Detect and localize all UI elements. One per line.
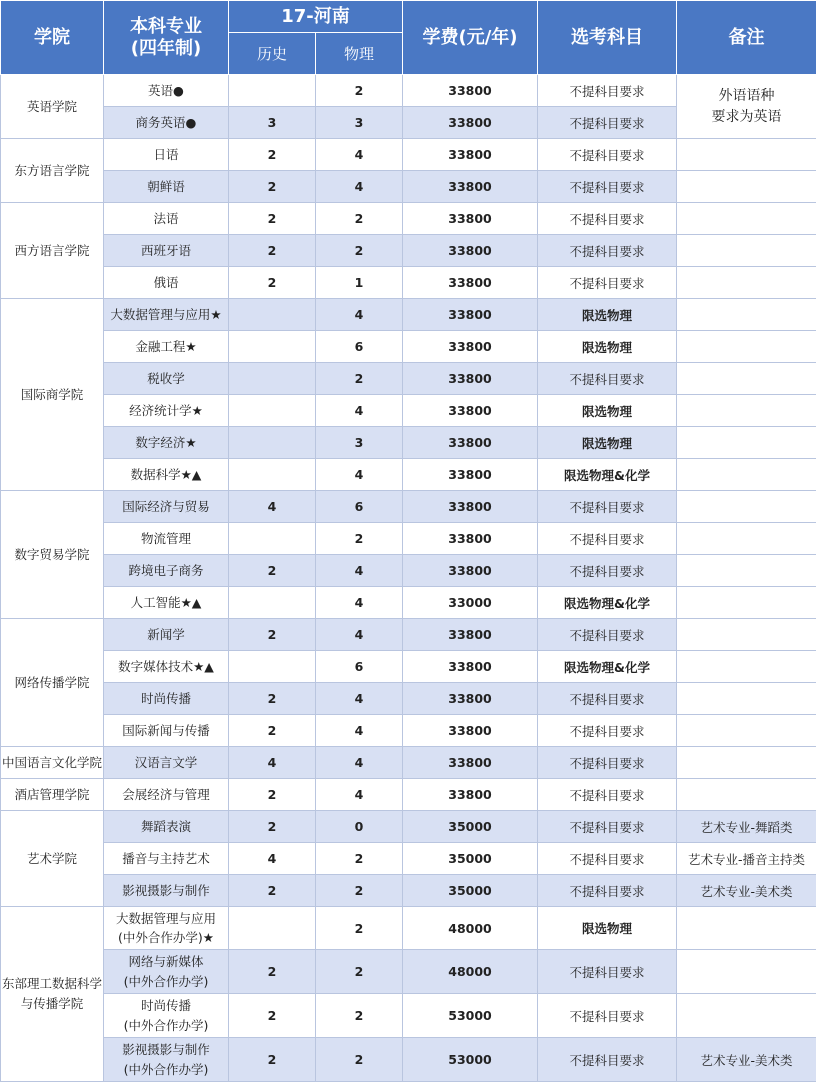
college-cell: 网络传播学院 xyxy=(1,619,104,747)
fee-cell: 33800 xyxy=(403,459,538,491)
major-cell: 数字媒体技术★▲ xyxy=(104,651,229,683)
physics-score-cell: 4 xyxy=(316,395,403,427)
table-row xyxy=(1,651,816,683)
subject-requirement-cell: 限选物理 xyxy=(538,331,677,363)
subject-requirement-cell: 限选物理&化学 xyxy=(538,459,677,491)
physics-score-cell: 2 xyxy=(316,907,403,950)
major-cell: 汉语言文学 xyxy=(104,747,229,779)
fee-cell: 33800 xyxy=(403,683,538,715)
history-score-cell xyxy=(229,523,316,555)
subject-requirement-cell: 限选物理&化学 xyxy=(538,587,677,619)
subject-requirement-cell: 不提科目要求 xyxy=(538,779,677,811)
history-score-cell: 4 xyxy=(229,747,316,779)
header-notes: 备注 xyxy=(677,1,816,75)
history-score-cell xyxy=(229,651,316,683)
physics-score-cell: 3 xyxy=(316,107,403,139)
history-score-cell: 3 xyxy=(229,107,316,139)
physics-score-cell: 4 xyxy=(316,779,403,811)
subject-requirement-cell: 不提科目要求 xyxy=(538,683,677,715)
fee-cell: 33800 xyxy=(403,75,538,107)
table-row xyxy=(1,331,816,363)
table-row xyxy=(1,907,816,950)
physics-score-cell: 4 xyxy=(316,619,403,651)
subject-requirement-cell: 不提科目要求 xyxy=(538,843,677,875)
major-cell: 时尚传播 (中外合作办学) xyxy=(104,994,229,1038)
history-score-cell xyxy=(229,75,316,107)
fee-cell: 33800 xyxy=(403,651,538,683)
college-cell: 英语学院 xyxy=(1,75,104,139)
note-cell xyxy=(677,491,816,523)
physics-score-cell: 2 xyxy=(316,75,403,107)
note-cell: 艺术专业-美术类 xyxy=(677,875,816,907)
subject-requirement-cell: 不提科目要求 xyxy=(538,235,677,267)
fee-cell: 53000 xyxy=(403,994,538,1038)
note-cell: 艺术专业-美术类 xyxy=(677,1038,816,1082)
subject-requirement-cell: 限选物理 xyxy=(538,299,677,331)
table-row xyxy=(1,171,816,203)
physics-score-cell: 4 xyxy=(316,459,403,491)
table-row xyxy=(1,811,816,843)
major-cell: 英语● xyxy=(104,75,229,107)
major-cell: 跨境电子商务 xyxy=(104,555,229,587)
history-score-cell xyxy=(229,587,316,619)
fee-cell: 33800 xyxy=(403,267,538,299)
history-score-cell xyxy=(229,907,316,950)
note-cell: 外语语种 要求为英语 xyxy=(677,75,816,139)
fee-cell: 35000 xyxy=(403,811,538,843)
physics-score-cell: 2 xyxy=(316,363,403,395)
note-cell xyxy=(677,715,816,747)
table-row xyxy=(1,587,816,619)
fee-cell: 35000 xyxy=(403,875,538,907)
physics-score-cell: 2 xyxy=(316,875,403,907)
college-cell: 西方语言学院 xyxy=(1,203,104,299)
subject-requirement-cell: 限选物理&化学 xyxy=(538,651,677,683)
subject-requirement-cell: 限选物理 xyxy=(538,427,677,459)
physics-score-cell: 4 xyxy=(316,139,403,171)
physics-score-cell: 0 xyxy=(316,811,403,843)
subject-requirement-cell: 不提科目要求 xyxy=(538,267,677,299)
header-history: 历史 xyxy=(229,33,316,75)
table-row xyxy=(1,950,816,994)
note-cell xyxy=(677,203,816,235)
note-cell xyxy=(677,587,816,619)
major-cell: 大数据管理与应用★ xyxy=(104,299,229,331)
note-cell xyxy=(677,395,816,427)
fee-cell: 33800 xyxy=(403,619,538,651)
major-cell: 经济统计学★ xyxy=(104,395,229,427)
major-cell: 国际新闻与传播 xyxy=(104,715,229,747)
fee-cell: 35000 xyxy=(403,843,538,875)
fee-cell: 33800 xyxy=(403,203,538,235)
college-cell: 东方语言学院 xyxy=(1,139,104,203)
college-cell: 酒店管理学院 xyxy=(1,779,104,811)
fee-cell: 33800 xyxy=(403,299,538,331)
header-fee: 学费(元/年) xyxy=(403,1,538,75)
history-score-cell: 4 xyxy=(229,491,316,523)
table-row xyxy=(1,395,816,427)
note-cell xyxy=(677,299,816,331)
history-score-cell: 2 xyxy=(229,683,316,715)
fee-cell: 33800 xyxy=(403,779,538,811)
major-cell: 数据科学★▲ xyxy=(104,459,229,491)
table-row xyxy=(1,1038,816,1082)
header-major-line2: (四年制) xyxy=(130,37,202,59)
history-score-cell: 2 xyxy=(229,171,316,203)
subject-requirement-cell: 不提科目要求 xyxy=(538,1038,677,1082)
table-header xyxy=(1,1,816,75)
history-score-cell xyxy=(229,459,316,491)
major-cell: 金融工程★ xyxy=(104,331,229,363)
fee-cell: 33800 xyxy=(403,491,538,523)
table-row xyxy=(1,491,816,523)
physics-score-cell: 4 xyxy=(316,747,403,779)
history-score-cell: 2 xyxy=(229,619,316,651)
major-cell: 日语 xyxy=(104,139,229,171)
header-region: 17-河南 xyxy=(229,1,403,33)
fee-cell: 33800 xyxy=(403,523,538,555)
table-row xyxy=(1,299,816,331)
note-cell xyxy=(677,139,816,171)
physics-score-cell: 4 xyxy=(316,299,403,331)
table-row xyxy=(1,203,816,235)
major-cell: 税收学 xyxy=(104,363,229,395)
physics-score-cell: 3 xyxy=(316,427,403,459)
physics-score-cell: 2 xyxy=(316,950,403,994)
subject-requirement-cell: 限选物理 xyxy=(538,907,677,950)
subject-requirement-cell: 不提科目要求 xyxy=(538,523,677,555)
college-cell: 艺术学院 xyxy=(1,811,104,907)
major-cell: 播音与主持艺术 xyxy=(104,843,229,875)
table-row xyxy=(1,715,816,747)
history-score-cell: 2 xyxy=(229,267,316,299)
subject-requirement-cell: 不提科目要求 xyxy=(538,555,677,587)
table-row xyxy=(1,619,816,651)
note-cell xyxy=(677,331,816,363)
table-row xyxy=(1,779,816,811)
table-row xyxy=(1,459,816,491)
note-cell xyxy=(677,555,816,587)
history-score-cell: 4 xyxy=(229,843,316,875)
note-cell xyxy=(677,950,816,994)
note-cell xyxy=(677,619,816,651)
major-cell: 法语 xyxy=(104,203,229,235)
major-cell: 朝鲜语 xyxy=(104,171,229,203)
physics-score-cell: 2 xyxy=(316,523,403,555)
history-score-cell xyxy=(229,331,316,363)
table-row xyxy=(1,75,816,107)
major-cell: 物流管理 xyxy=(104,523,229,555)
note-cell xyxy=(677,683,816,715)
note-cell: 艺术专业-播音主持类 xyxy=(677,843,816,875)
note-cell xyxy=(677,427,816,459)
subject-requirement-cell: 不提科目要求 xyxy=(538,75,677,107)
college-cell: 国际商学院 xyxy=(1,299,104,491)
table-row xyxy=(1,235,816,267)
history-score-cell: 2 xyxy=(229,235,316,267)
physics-score-cell: 6 xyxy=(316,651,403,683)
subject-requirement-cell: 不提科目要求 xyxy=(538,811,677,843)
fee-cell: 33800 xyxy=(403,395,538,427)
history-score-cell: 2 xyxy=(229,950,316,994)
major-cell: 舞蹈表演 xyxy=(104,811,229,843)
header-physics: 物理 xyxy=(316,33,403,75)
fee-cell: 33800 xyxy=(403,427,538,459)
note-cell xyxy=(677,779,816,811)
major-cell: 大数据管理与应用 (中外合作办学)★ xyxy=(104,907,229,950)
history-score-cell xyxy=(229,363,316,395)
table-row xyxy=(1,139,816,171)
fee-cell: 33800 xyxy=(403,331,538,363)
major-cell: 人工智能★▲ xyxy=(104,587,229,619)
physics-score-cell: 6 xyxy=(316,491,403,523)
subject-requirement-cell: 不提科目要求 xyxy=(538,619,677,651)
history-score-cell: 2 xyxy=(229,875,316,907)
physics-score-cell: 2 xyxy=(316,843,403,875)
history-score-cell xyxy=(229,299,316,331)
note-cell xyxy=(677,235,816,267)
college-cell: 中国语言文化学院 xyxy=(1,747,104,779)
physics-score-cell: 4 xyxy=(316,683,403,715)
subject-requirement-cell: 不提科目要求 xyxy=(538,171,677,203)
fee-cell: 33800 xyxy=(403,715,538,747)
fee-cell: 33800 xyxy=(403,747,538,779)
major-cell: 时尚传播 xyxy=(104,683,229,715)
table-row xyxy=(1,747,816,779)
history-score-cell xyxy=(229,427,316,459)
history-score-cell: 2 xyxy=(229,139,316,171)
physics-score-cell: 1 xyxy=(316,267,403,299)
history-score-cell: 2 xyxy=(229,203,316,235)
subject-requirement-cell: 不提科目要求 xyxy=(538,715,677,747)
fee-cell: 33800 xyxy=(403,363,538,395)
fee-cell: 33000 xyxy=(403,587,538,619)
fee-cell: 33800 xyxy=(403,235,538,267)
subject-requirement-cell: 不提科目要求 xyxy=(538,875,677,907)
table-row xyxy=(1,994,816,1038)
physics-score-cell: 4 xyxy=(316,555,403,587)
note-cell xyxy=(677,459,816,491)
fee-cell: 33800 xyxy=(403,171,538,203)
subject-requirement-cell: 不提科目要求 xyxy=(538,994,677,1038)
subject-requirement-cell: 不提科目要求 xyxy=(538,139,677,171)
table-row xyxy=(1,875,816,907)
major-cell: 西班牙语 xyxy=(104,235,229,267)
subject-requirement-cell: 限选物理 xyxy=(538,395,677,427)
fee-cell: 53000 xyxy=(403,1038,538,1082)
physics-score-cell: 2 xyxy=(316,235,403,267)
major-cell: 数字经济★ xyxy=(104,427,229,459)
note-cell xyxy=(677,267,816,299)
header-major-line1: 本科专业 xyxy=(130,15,202,37)
history-score-cell: 2 xyxy=(229,779,316,811)
subject-requirement-cell: 不提科目要求 xyxy=(538,747,677,779)
subject-requirement-cell: 不提科目要求 xyxy=(538,107,677,139)
fee-cell: 48000 xyxy=(403,950,538,994)
table-row xyxy=(1,363,816,395)
fee-cell: 33800 xyxy=(403,139,538,171)
major-cell: 俄语 xyxy=(104,267,229,299)
physics-score-cell: 2 xyxy=(316,994,403,1038)
table-row xyxy=(1,427,816,459)
note-cell xyxy=(677,171,816,203)
fee-cell: 33800 xyxy=(403,555,538,587)
note-cell xyxy=(677,994,816,1038)
note-cell xyxy=(677,747,816,779)
note-cell xyxy=(677,651,816,683)
table-row xyxy=(1,555,816,587)
physics-score-cell: 4 xyxy=(316,715,403,747)
history-score-cell: 2 xyxy=(229,715,316,747)
header-major xyxy=(104,1,229,75)
note-cell: 艺术专业-舞蹈类 xyxy=(677,811,816,843)
note-cell xyxy=(677,907,816,950)
subject-requirement-cell: 不提科目要求 xyxy=(538,950,677,994)
physics-score-cell: 4 xyxy=(316,171,403,203)
major-cell: 商务英语● xyxy=(104,107,229,139)
table-row xyxy=(1,843,816,875)
note-cell xyxy=(677,523,816,555)
fee-cell: 33800 xyxy=(403,107,538,139)
physics-score-cell: 6 xyxy=(316,331,403,363)
subject-requirement-cell: 不提科目要求 xyxy=(538,203,677,235)
physics-score-cell: 2 xyxy=(316,203,403,235)
history-score-cell: 2 xyxy=(229,1038,316,1082)
major-cell: 新闻学 xyxy=(104,619,229,651)
college-cell: 数字贸易学院 xyxy=(1,491,104,619)
history-score-cell: 2 xyxy=(229,994,316,1038)
header-college: 学院 xyxy=(1,1,104,75)
physics-score-cell: 2 xyxy=(316,1038,403,1082)
table-body xyxy=(1,75,816,1082)
major-cell: 影视摄影与制作 xyxy=(104,875,229,907)
history-score-cell: 2 xyxy=(229,555,316,587)
major-cell: 影视摄影与制作 (中外合作办学) xyxy=(104,1038,229,1082)
major-cell: 会展经济与管理 xyxy=(104,779,229,811)
major-cell: 国际经济与贸易 xyxy=(104,491,229,523)
table-row xyxy=(1,523,816,555)
fee-cell: 48000 xyxy=(403,907,538,950)
header-subjects: 选考科目 xyxy=(538,1,677,75)
history-score-cell xyxy=(229,395,316,427)
table-row xyxy=(1,683,816,715)
major-cell: 网络与新媒体 (中外合作办学) xyxy=(104,950,229,994)
physics-score-cell: 4 xyxy=(316,587,403,619)
table-row xyxy=(1,267,816,299)
note-cell xyxy=(677,363,816,395)
subject-requirement-cell: 不提科目要求 xyxy=(538,491,677,523)
college-cell: 东部理工数据科学与传播学院 xyxy=(1,907,104,1082)
history-score-cell: 2 xyxy=(229,811,316,843)
subject-requirement-cell: 不提科目要求 xyxy=(538,363,677,395)
